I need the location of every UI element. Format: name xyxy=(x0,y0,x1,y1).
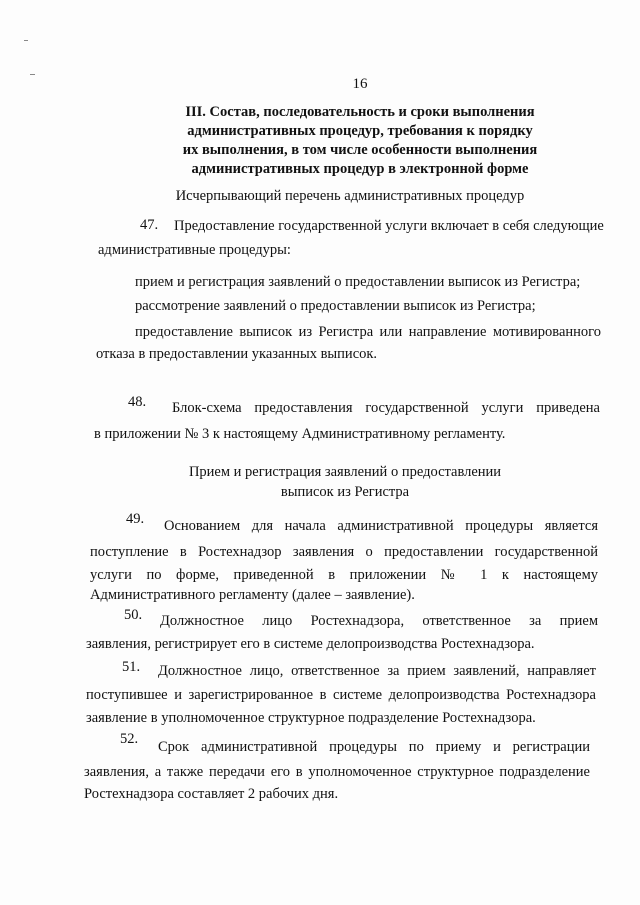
paragraph-line: заявления, а также передачи его в уполномоченное структурное подразделение xyxy=(84,764,590,780)
list-item-continuation: отказа в предоставлении указанных выписок. xyxy=(96,346,378,362)
list-item: прием и регистрация заявлений о предоставлении выписок из Регистра; xyxy=(135,274,581,290)
paragraph-line: Должностное лицо Ростехнадзора, ответственное за прием xyxy=(160,613,598,629)
paragraph-line: Срок административной процедуры по приему и регистрации xyxy=(158,739,590,755)
heading-line: административных процедур, требования к порядку xyxy=(187,123,533,139)
paragraph-line: Основанием для начала административной процедуры является xyxy=(164,518,598,534)
paragraph-line: Должностное лицо, ответственное за прием заявлений, направляет xyxy=(158,663,596,679)
paragraph-number: 49. xyxy=(126,511,145,527)
section-heading xyxy=(150,103,570,179)
paragraph-number: 51. xyxy=(122,659,141,675)
paragraph-line: Предоставление государственной услуги включает в себя следующие xyxy=(174,218,604,234)
paragraph-line: Административного регламенту (далее – заявление). xyxy=(90,587,415,603)
paragraph-line: в приложении № 3 к настоящему Административному регламенту. xyxy=(94,426,506,442)
paragraph-line: Ростехнадзора составляет 2 рабочих дня. xyxy=(84,786,339,802)
list-item: предоставление выписок из Регистра или направление мотивированного xyxy=(135,324,601,340)
subheading-procedures-list: Исчерпывающий перечень административных процедур xyxy=(175,188,525,204)
paragraph-number: 47. xyxy=(140,217,159,233)
paragraph-line: услуги по форме, приведенной в приложении № 1 к настоящему xyxy=(90,567,598,583)
scan-mark xyxy=(24,40,28,41)
heading-line: их выполнения, в том числе особенности выполнения xyxy=(182,142,538,158)
paragraph-number: 52. xyxy=(120,731,139,747)
page-number: 16 xyxy=(352,76,368,92)
subheading-line: Прием и регистрация заявлений о предоставлении xyxy=(188,464,502,480)
heading-line: административных процедур в электронной форме xyxy=(191,161,529,177)
list-item: рассмотрение заявлений о предоставлении выписок из Регистра; xyxy=(135,298,536,314)
paragraph-line: поступившее и зарегистрированное в системе делопроизводства Ростехнадзора xyxy=(86,687,596,703)
scan-mark xyxy=(30,74,35,75)
paragraph-line: Блок-схема предоставления государственной услуги приведена xyxy=(172,400,600,416)
subheading-line: выписок из Регистра xyxy=(280,484,410,500)
paragraph-number: 48. xyxy=(128,394,147,410)
paragraph-number: 50. xyxy=(124,607,143,623)
heading-line: III. Состав, последовательность и сроки выполнения xyxy=(185,104,535,120)
paragraph-line: административные процедуры: xyxy=(98,242,291,258)
paragraph-line: поступление в Ростехнадзор заявления о предоставлении государственной xyxy=(90,544,598,560)
paragraph-line: заявления, регистрирует его в системе делопроизводства Ростехнадзора. xyxy=(86,636,535,652)
paragraph-line: заявление в уполномоченное структурное подразделение Ростехнадзора. xyxy=(86,710,536,726)
